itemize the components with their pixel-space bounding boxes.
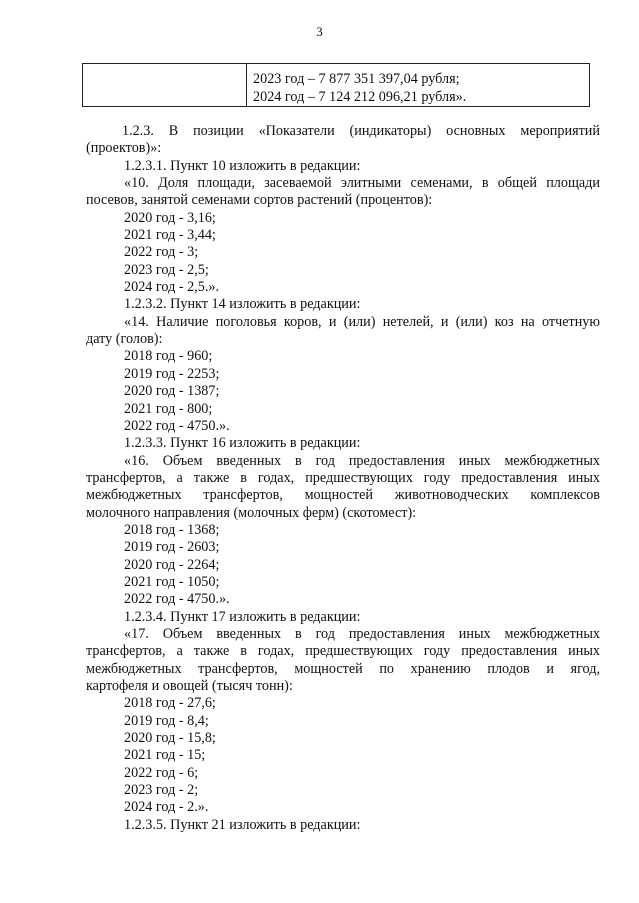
year-value: 2018 год - 1368; (124, 521, 220, 538)
year-value: 2021 год - 1050; (124, 573, 220, 590)
year-value: 2020 год - 1387; (124, 383, 220, 400)
year-value: 2022 год - 6; (124, 764, 199, 781)
page-number: 3 (316, 24, 323, 39)
document-body (86, 123, 600, 834)
heading-1-2-3-2: 1.2.3.2. Пункт 14 изложить в редакции: (124, 296, 361, 313)
year-value: 2019 год - 2253; (124, 365, 220, 382)
year-value: 2022 год - 3; (124, 244, 199, 261)
heading-1-2-3-4: 1.2.3.4. Пункт 17 изложить в редакции: (124, 608, 361, 625)
item-17-text: картофеля и овощей (тысяч тонн): (86, 678, 293, 694)
item-16-text: трансфертов, а также в годах, предшествующих году предоставления иных (86, 469, 600, 486)
table-right-cell (247, 64, 589, 106)
item-17-text: трансфертов, а также в годах, предшествующих году предоставления иных (86, 643, 600, 660)
item-17-text: «17. Объем введенных в год предоставления иных межбюджетных (124, 625, 600, 642)
year-value: 2018 год - 27,6; (124, 695, 216, 712)
year-value: 2022 год - 4750.». (124, 417, 230, 434)
year-value: 2020 год - 3,16; (124, 209, 216, 226)
section-1-2-3-line: 1.2.3. В позиции «Показатели (индикаторы) основных мероприятий (122, 123, 600, 139)
item-16-text: молочного направления (молочных ферм) (скотомест): (86, 504, 417, 521)
year-value: 2019 год - 8,4; (124, 712, 209, 729)
heading-1-2-3-1: 1.2.3.1. Пункт 10 изложить в редакции: (124, 157, 361, 174)
item-17-text: межбюджетных трансфертов, мощностей по хранению плодов и ягод, (86, 660, 600, 677)
year-value: 2018 год - 960; (124, 348, 213, 365)
table-line: 2024 год – 7 124 212 096,21 рубля». (253, 89, 467, 105)
year-value: 2022 год - 4750.». (124, 591, 230, 608)
item-14-text: дату (голов): (86, 331, 163, 348)
item-10-text: посевов, занятой семенами сортов растений (процентов): (86, 192, 433, 209)
year-value: 2024 год - 2,5.». (124, 279, 220, 296)
heading-1-2-3-5: 1.2.3.5. Пункт 21 изложить в редакции: (124, 816, 361, 833)
year-value: 2024 год - 2.». (124, 799, 209, 816)
section-1-2-3-line: (проектов)»: (86, 140, 162, 157)
budget-table (82, 63, 590, 107)
table-line: 2023 год – 7 877 351 397,04 рубля; (253, 71, 460, 87)
year-value: 2020 год - 15,8; (124, 730, 216, 747)
heading-1-2-3-3: 1.2.3.3. Пункт 16 изложить в редакции: (124, 435, 361, 452)
year-value: 2019 год - 2603; (124, 539, 220, 556)
year-value: 2021 год - 800; (124, 400, 213, 417)
item-16-text: «16. Объем введенных в год предоставления иных межбюджетных (124, 452, 600, 469)
year-value: 2021 год - 15; (124, 747, 206, 764)
year-value: 2023 год - 2,5; (124, 261, 209, 278)
item-16-text: межбюджетных трансфертов, мощностей животноводческих комплексов (86, 487, 600, 504)
year-value: 2020 год - 2264; (124, 556, 220, 573)
table-left-cell (83, 64, 247, 106)
year-value: 2023 год - 2; (124, 782, 199, 799)
item-10-text: «10. Доля площади, засеваемой элитными семенами, в общей площади (124, 175, 600, 192)
year-value: 2021 год - 3,44; (124, 227, 216, 244)
item-14-text: «14. Наличие поголовья коров, и (или) нетелей, и (или) коз на отчетную (124, 313, 600, 330)
